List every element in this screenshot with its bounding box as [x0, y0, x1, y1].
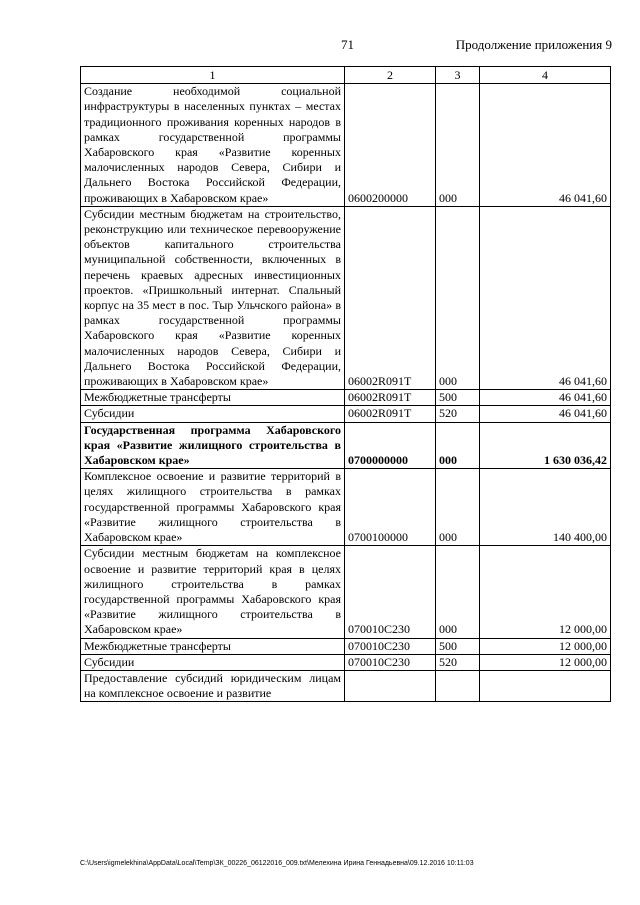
- row-name: Государственная программа Хабаровского края «Развитие жилищного строительства в Хабаровском крае»: [81, 422, 345, 469]
- row-code: 06002R091T: [345, 206, 436, 389]
- row-type: 520: [436, 654, 480, 670]
- row-amount: 12 000,00: [480, 638, 611, 654]
- row-type: 000: [436, 546, 480, 638]
- table-row: [81, 406, 611, 422]
- row-code: 0600200000: [345, 84, 436, 207]
- row-code: 070010С230: [345, 546, 436, 638]
- appendix-continuation-label: Продолжение приложения 9: [455, 37, 612, 52]
- row-type: 000: [436, 84, 480, 207]
- row-type: 000: [436, 422, 480, 469]
- table-row: [81, 546, 611, 638]
- column-header-2: 2: [345, 67, 436, 84]
- budget-table: [80, 66, 611, 702]
- column-header-4: 4: [480, 67, 611, 84]
- row-type: 500: [436, 638, 480, 654]
- column-header-3: 3: [436, 67, 480, 84]
- row-code: 0700100000: [345, 469, 436, 546]
- table-row: [81, 469, 611, 546]
- column-header-1: 1: [81, 67, 345, 84]
- table-row: [81, 206, 611, 389]
- row-type: 500: [436, 390, 480, 406]
- row-name: Субсидии: [81, 406, 345, 422]
- row-name: Комплексное освоение и развитие территорий в целях жилищного строительства в рамках государственной программы Хабаровского края «Развитие жилищного строительства в Хабаровском крае»: [81, 469, 345, 546]
- table-row: [81, 638, 611, 654]
- row-amount: 1 630 036,42: [480, 422, 611, 469]
- page-number: 71: [341, 37, 354, 52]
- row-name: Межбюджетные трансферты: [81, 638, 345, 654]
- row-amount: 46 041,60: [480, 390, 611, 406]
- row-code: 070010С230: [345, 638, 436, 654]
- row-code: 070010С230: [345, 654, 436, 670]
- table-row: [81, 670, 611, 701]
- row-type: 000: [436, 206, 480, 389]
- row-amount: 46 041,60: [480, 406, 611, 422]
- row-name: Создание необходимой социальной инфраструктуры в населенных пунктах – местах традиционного проживания коренных народов в рамках государственной программы Хабаровского края «Развитие коренных малочисленных народов Севера, Сибири и Дальнего Востока Российской Федерации, проживающих в Хабаровском крае»: [81, 84, 345, 207]
- row-amount: 46 041,60: [480, 84, 611, 207]
- row-name: Субсидии местным бюджетам на комплексное освоение и развитие территорий края в целях жилищного строительства в рамках государственной программы Хабаровского края «Развитие жилищного строительства в Хабаровском крае»: [81, 546, 345, 638]
- row-name: Субсидии: [81, 654, 345, 670]
- row-name: Предоставление субсидий юридическим лицам на комплексное освоение и развитие: [81, 670, 345, 701]
- table-row: [81, 390, 611, 406]
- row-type: 520: [436, 406, 480, 422]
- row-name: Межбюджетные трансферты: [81, 390, 345, 406]
- row-type: [436, 670, 480, 701]
- row-amount: 140 400,00: [480, 469, 611, 546]
- table-row: [81, 84, 611, 207]
- document-footer-path: C:\Users\igmelekhina\AppData\Local\Temp\ЗК_00226_06122016_009.txt\Мелехина Ирина Геннадьевна\09.12.2016 10:11:03: [80, 860, 474, 867]
- table-header-row: [81, 67, 611, 84]
- row-amount: [480, 670, 611, 701]
- table-row-program: [81, 422, 611, 469]
- row-code: [345, 670, 436, 701]
- row-name: Субсидии местным бюджетам на строительство, реконструкцию или техническое перевооружение объектов капитального строительства муниципальной собственности, включенных в перечень краевых адресных инвестиционных проектов. «Пришкольный интернат. Спальный корпус на 35 мест в пос. Тыр Ульчского района» в рамках государственной программы Хабаровского края «Развитие коренных малочисленных народов Севера, Сибири и Дальнего Востока Российской Федерации, проживающих в Хабаровском крае»: [81, 206, 345, 389]
- row-type: 000: [436, 469, 480, 546]
- row-amount: 46 041,60: [480, 206, 611, 389]
- row-code: 0700000000: [345, 422, 436, 469]
- row-code: 06002R091T: [345, 406, 436, 422]
- table-row: [81, 654, 611, 670]
- row-amount: 12 000,00: [480, 654, 611, 670]
- row-code: 06002R091T: [345, 390, 436, 406]
- row-amount: 12 000,00: [480, 546, 611, 638]
